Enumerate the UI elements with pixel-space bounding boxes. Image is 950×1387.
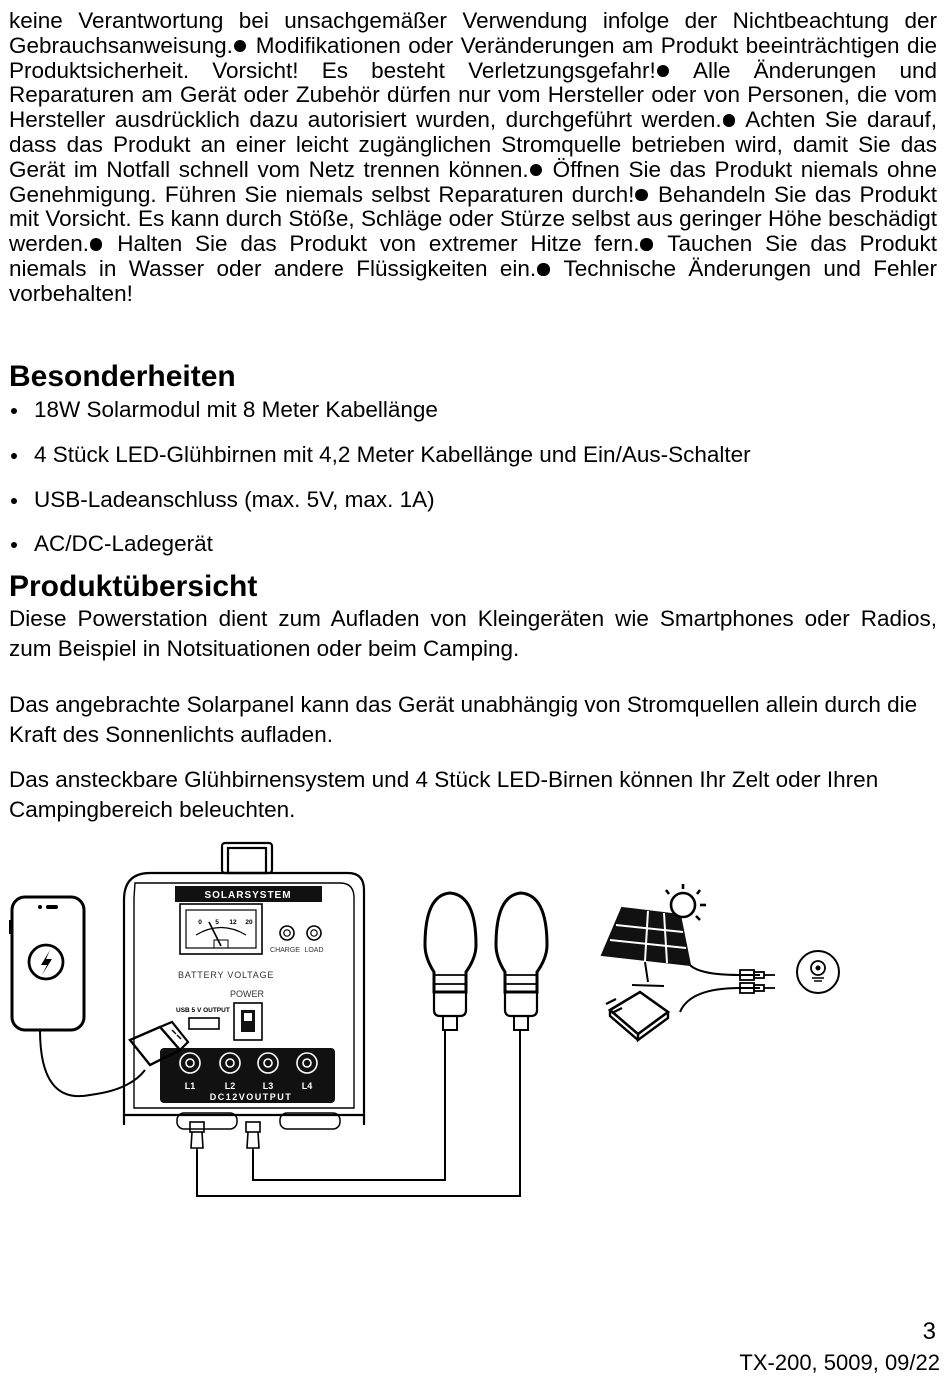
feature-item: 4 Stück LED-Glühbirnen mit 4,2 Meter Kabellänge und Ein/Aus-Schalter	[9, 443, 751, 488]
bullet-dot-icon	[530, 164, 542, 176]
output-label: L3	[262, 1081, 274, 1091]
overview-paragraph-3: Das ansteckbare Glühbirnensystem und 4 Stück LED-Birnen können Ihr Zelt oder Ihren Campingbereich beleuchten.	[9, 767, 879, 822]
solar-panel-icon	[602, 884, 706, 986]
bullet-dot-icon	[90, 238, 102, 250]
safety-warnings	[9, 9, 937, 307]
page-number: 3	[922, 1318, 936, 1345]
usb-label: USB 5 V OUTPUT	[176, 1007, 230, 1014]
bullet-dot-icon	[234, 40, 246, 52]
output-label: L1	[184, 1081, 196, 1091]
panel-title: SOLARSYSTEM	[204, 890, 292, 901]
bullet-dot-icon	[640, 238, 652, 250]
bullet-dot-icon	[537, 263, 549, 275]
overview-heading: Produktübersicht	[9, 570, 258, 603]
feature-item: AC/DC-Ladegerät	[9, 532, 751, 577]
dc-jack-icon	[797, 951, 839, 993]
dc-plug-icon	[246, 1122, 260, 1156]
output-label: L4	[301, 1081, 313, 1091]
warning-text: Alle Änderungen und Reparaturen am Gerät oder Zubehör dürfen nur vom Hersteller oder von Personen, die vom Hersteller ausdrücklich dazu autorisiert wurden, durchgeführt werden.	[9, 57, 937, 133]
warning-text: keine Verantwortung bei unsachgemäßer Verwendung infolge der Nichtbeachtung der Gebrauchsanweisung.	[9, 8, 937, 58]
warning-text: Technische Änderungen und Fehler vorbehalten!	[9, 255, 938, 306]
dc-output-label: DC12VOUTPUT	[209, 1092, 293, 1102]
features-heading: Besonderheiten	[9, 360, 236, 393]
load-label: LOAD	[304, 947, 324, 954]
product-illustration	[0, 835, 950, 1215]
warning-text: Öffnen Sie das Produkt niemals ohne Genehmigung. Führen Sie niemals selbst Reparaturen durch!	[9, 156, 938, 207]
feature-item: 18W Solarmodul mit 8 Meter Kabellänge	[9, 398, 751, 443]
bullet-dot-icon	[657, 65, 669, 77]
feature-item: USB-Ladeanschluss (max. 5V, max. 1A)	[9, 488, 751, 533]
output-label: L2	[224, 1081, 236, 1091]
warning-text: Halten Sie das Produkt von extremer Hitze fern.	[104, 231, 640, 257]
warning-text: Tauchen Sie das Produkt niemals in Wasser oder andere Flüssigkeiten ein.	[9, 231, 937, 281]
meter-tick: 20	[245, 919, 253, 926]
meter-tick: 12	[229, 919, 237, 926]
charge-label: CHARGE	[270, 947, 300, 954]
led-bulb-icon	[425, 893, 476, 1045]
dc-plug-icon	[190, 1122, 204, 1156]
power-label: POWER	[229, 989, 265, 999]
dc-plug-icon	[740, 970, 775, 993]
warning-text: Behandeln Sie das Produkt mit Vorsicht. Es kann durch Stöße, Schläge oder Stürze selbst aus geringer Höhe beschädigt werden.	[9, 181, 937, 257]
warning-text: Achten Sie darauf, dass das Produkt an einer leicht zugänglichen Stromquelle betrieben wird, damit Sie das Gerät im Notfall schnell vom Netz trennen können.	[9, 107, 937, 182]
warning-text: Modifikationen oder Veränderungen am Produkt beeinträchtigen die Produktsicherheit. Vorsicht! Es besteht Verletzungsgefahr!	[9, 32, 937, 83]
bullet-dot-icon	[635, 189, 647, 201]
led-bulb-icon	[496, 893, 547, 1045]
lightning-icon	[41, 950, 52, 975]
battery-label: BATTERY VOLTAGE	[178, 970, 275, 980]
overview-paragraph-1: Diese Powerstation dient zum Aufladen von Kleingeräten wie Smartphones oder Radios, zum Beispiel in Notsituationen oder beim Camping.	[9, 606, 937, 661]
overview-paragraph-2: Das angebrachte Solarpanel kann das Gerät unabhängig von Stromquellen allein durch die Kraft des Sonnenlichts aufladen.	[9, 692, 918, 747]
meter-tick: 0	[198, 919, 202, 926]
ac-adapter-icon	[606, 992, 668, 1040]
bullet-dot-icon	[723, 114, 735, 126]
document-code: TX-200, 5009, 09/22	[739, 1350, 940, 1375]
features-list	[9, 398, 751, 577]
meter-tick: 5	[215, 919, 219, 926]
